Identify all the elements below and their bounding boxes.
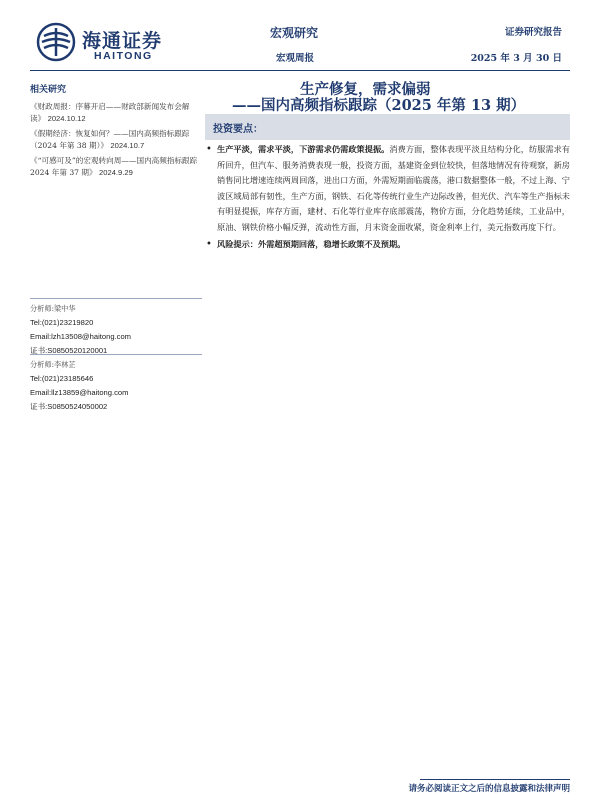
analyst-card	[30, 352, 205, 414]
footer-divider	[420, 779, 570, 780]
analyst-divider	[30, 354, 202, 355]
related-item[interactable]	[30, 128, 200, 152]
bullet-lead: 生产平淡，需求平淡，下游需求仍需政策提振。	[217, 144, 390, 154]
related-item-text: 《财政周报：序幕开启——财政部新闻发布会解读》	[30, 102, 190, 123]
related-item-date: 2024.10.7	[110, 141, 145, 150]
analyst-name: 分析师:李林芷	[30, 360, 76, 369]
footer-disclaimer[interactable]: 请务必阅读正文之后的信息披露和法律声明	[408, 784, 570, 794]
related-research-panel	[30, 82, 200, 182]
report-category: 宏观研究	[270, 26, 319, 40]
company-logo	[36, 22, 186, 66]
related-item-date: 2024.10.12	[47, 114, 86, 123]
bullet-body: 外需超预期回落，稳增长政策不及预期。	[257, 239, 406, 249]
related-item[interactable]	[30, 155, 200, 179]
analyst-tel: Tel:(021)23185646	[30, 374, 94, 383]
key-points-title: 投资要点：	[213, 124, 263, 135]
analyst-divider	[30, 298, 202, 299]
analyst-cert: 证书:S0850524050002	[30, 402, 108, 411]
bullet-body: 消费方面，整体表现平淡且结构分化，纺服需求有所回升，但汽车、服务消费表现一般，投资方面，基建资金到位较快，但落地情况有待观察，新房销售同比增速连续两周回落，进出口方面，外需短期面临震荡，港口数据整体一般，不过上海、宁波区域局部有韧性，生产方面，钢铁、石化等传统行业生产边际改善，但光伏、汽车等生产指标未有明显提振，库存方面，建材、石化等行业库存底部震荡，物价方面，分化趋势延续，工业品中，原油、钢铁价格小幅反弹，流动性方面，月末资金面收紧，资金利率上行，美元指数再度下行。	[217, 144, 570, 232]
haitong-logo-icon	[36, 22, 76, 62]
report-subcategory: 宏观周报	[276, 53, 315, 64]
key-points-header	[205, 114, 570, 140]
report-type: 证券研究报告	[504, 27, 562, 38]
analyst-tel: Tel:(021)23219820	[30, 318, 94, 327]
logo-english-name: HAITONG	[94, 50, 153, 62]
related-research-title: 相关研究	[30, 85, 67, 95]
analyst-name: 分析师:梁中华	[30, 304, 76, 313]
key-point-bullet	[205, 237, 570, 253]
report-subtitle: ——国内高频指标跟踪（2025 年第 13 期）	[232, 97, 526, 114]
key-points-body	[205, 142, 570, 255]
bullet-lead: 风险提示：	[217, 239, 258, 249]
report-date: 2025 年 3 月 30 日	[470, 53, 562, 64]
related-item-text: 《“可感可及”的宏观转向周——国内高频指标跟踪 2024 年第 37 期》	[30, 156, 198, 177]
analyst-cert: 证书:S0850520120001	[30, 346, 108, 355]
related-item-date: 2024.9.29	[99, 168, 133, 177]
header-divider	[30, 70, 570, 71]
logo-chinese-name: 海通证券	[82, 30, 163, 52]
bullet-icon: •	[206, 144, 212, 155]
related-item-text: 《假期经济：恢复如何？——国内高频指标跟踪（2024 年第 38 期）》	[30, 129, 190, 150]
bullet-icon: •	[206, 239, 212, 250]
report-title: 生产修复，需求偏弱	[300, 81, 431, 98]
analyst-email[interactable]: Email:llz13859@haitong.com	[30, 388, 129, 397]
related-item[interactable]	[30, 101, 200, 125]
analyst-card	[30, 296, 205, 358]
analyst-email[interactable]: Email:lzh13508@haitong.com	[30, 332, 131, 341]
key-point-bullet	[205, 142, 570, 235]
